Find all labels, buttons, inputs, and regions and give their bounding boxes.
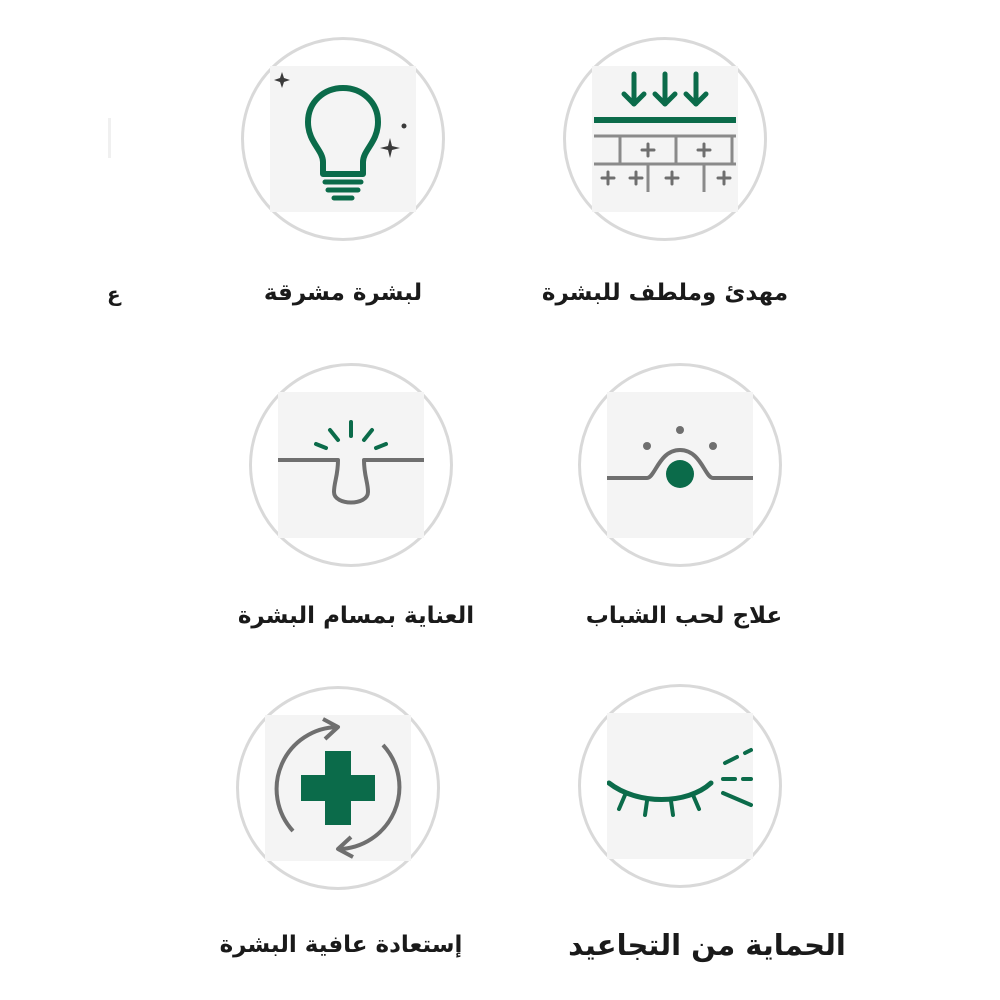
feature-circle-skin-recovery bbox=[236, 686, 440, 890]
partial-label: ع bbox=[107, 282, 121, 306]
lightbulb-icon bbox=[270, 66, 416, 212]
cross-cycle-icon bbox=[265, 715, 411, 861]
feature-label-bright-skin: لبشرة مشرقة bbox=[263, 280, 423, 306]
pimple-icon bbox=[607, 392, 753, 538]
feature-label-pore-care: العناية بمسام البشرة bbox=[237, 603, 475, 629]
pore-icon bbox=[278, 392, 424, 538]
feature-label-acne-treatment: علاج لحب الشباب bbox=[585, 603, 783, 629]
feature-label-moisturizer: مهدئ وملطف للبشرة bbox=[541, 280, 789, 306]
feature-circle-bright-skin bbox=[241, 37, 445, 241]
partial-edge bbox=[108, 118, 111, 158]
feature-label-anti-wrinkle: الحماية من التجاعيد bbox=[568, 928, 846, 962]
skin-layers-icon bbox=[592, 66, 738, 212]
feature-circle-pore-care bbox=[249, 363, 453, 567]
feature-circle-anti-wrinkle bbox=[578, 684, 782, 888]
closed-eye-icon bbox=[607, 713, 753, 859]
feature-circle-acne-treatment bbox=[578, 363, 782, 567]
feature-circle-moisturizer bbox=[563, 37, 767, 241]
feature-label-skin-recovery: إستعادة عافية البشرة bbox=[219, 932, 463, 958]
